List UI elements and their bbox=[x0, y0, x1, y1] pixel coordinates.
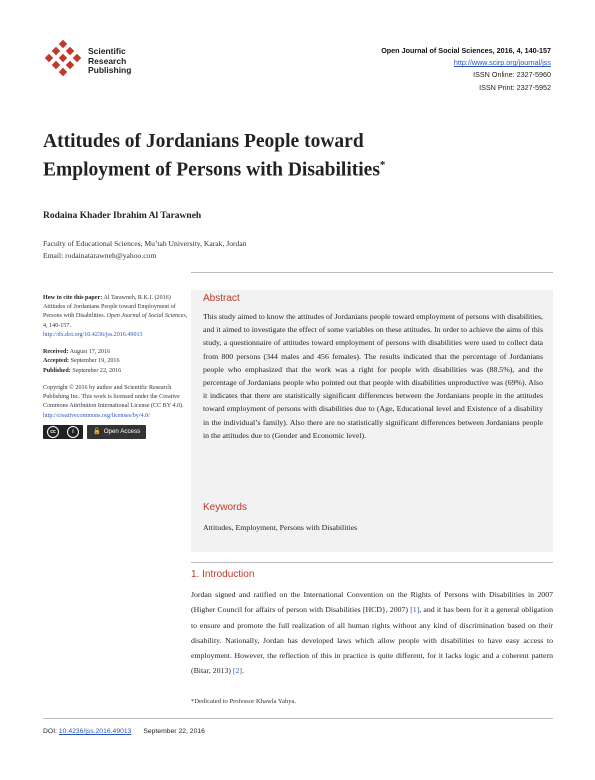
open-access-badge[interactable] bbox=[87, 425, 146, 439]
published-date: September 22, 2016 bbox=[72, 367, 122, 374]
publisher-logo-icon bbox=[43, 40, 83, 80]
license-badges bbox=[43, 425, 191, 439]
cc-by-badge-icon[interactable]: cc i bbox=[43, 425, 83, 439]
copyright-block bbox=[43, 384, 191, 439]
article-title bbox=[43, 130, 563, 182]
copyright-text: Copyright © 2016 by author and Scientific Research Publishing Inc. This work is licensed under the Creative Commons Attribution International License (CC BY 4.0). bbox=[43, 384, 184, 410]
doi-link[interactable]: 10.4236/jss.2016.49013 bbox=[58, 728, 132, 735]
journal-info bbox=[381, 45, 551, 94]
citation-block bbox=[43, 294, 191, 340]
received-date: August 17, 2016 bbox=[69, 349, 111, 356]
abstract-box bbox=[191, 290, 553, 552]
dates-block bbox=[43, 348, 191, 376]
title-line-2: Employment of Persons with Disabilities bbox=[43, 159, 380, 180]
keywords-heading: Keywords bbox=[203, 502, 247, 513]
article-sidebar bbox=[43, 294, 191, 447]
cite-doi-link[interactable]: http://dx.doi.org/10.4236/jss.2016.49013 bbox=[43, 331, 143, 338]
intro-text-part: . bbox=[242, 666, 244, 676]
publisher-name-line: Publishing bbox=[88, 65, 132, 76]
published-label: Published: bbox=[43, 367, 71, 374]
author-email[interactable]: Email: rodainatarawneh@yahoo.com bbox=[43, 251, 157, 260]
title-footnote-mark: * bbox=[379, 158, 386, 171]
author-name: Rodaina Khader Ibrahim Al Tarawneh bbox=[43, 211, 202, 221]
cite-label: How to cite this paper: bbox=[43, 295, 103, 301]
intro-text-part: Jordan signed and ratified on the International Convention on the Rights of Persons with Disabilities in 2007 (Higher Council for affairs of person with Disabilities [HCD}, 2007) bbox=[191, 590, 553, 615]
accepted-date: September 19, 2016 bbox=[70, 358, 120, 365]
open-access-label: Open Access bbox=[103, 428, 141, 436]
keywords-text: Attitudes, Employment, Persons with Disabilities bbox=[203, 523, 358, 532]
received-label: Received: bbox=[43, 349, 69, 356]
introduction-heading: 1. Introduction bbox=[191, 569, 255, 580]
footer-date: September 22, 2016 bbox=[143, 728, 205, 735]
divider bbox=[43, 718, 553, 719]
issn-online: ISSN Online: 2327-5960 bbox=[473, 70, 551, 80]
page-footer bbox=[43, 728, 205, 735]
open-access-lock-icon: 🔓 bbox=[93, 428, 101, 436]
footnote: *Dedicated to Professor Khawla Yahya. bbox=[191, 698, 297, 705]
license-link[interactable]: http://creativecommons.org/licenses/by/4.0/ bbox=[43, 412, 150, 419]
abstract-heading: Abstract bbox=[203, 293, 240, 304]
cite-tail: 4, 140-157. bbox=[43, 322, 71, 329]
reference-link[interactable]: [1] bbox=[410, 605, 420, 615]
cite-text: Al Tarawneh, R.K.I. (2016) Attitudes of Jordanians People toward Employment of Persons with Disabilities. bbox=[43, 295, 176, 320]
divider bbox=[191, 562, 553, 563]
introduction-text bbox=[191, 587, 553, 679]
issn-print: ISSN Print: 2327-5952 bbox=[479, 82, 551, 92]
publisher-name bbox=[88, 47, 131, 76]
doi-label: DOI: bbox=[43, 728, 57, 735]
reference-link[interactable]: [2] bbox=[232, 666, 243, 676]
cite-journal: Open Journal of Social Sciences, bbox=[106, 313, 188, 320]
journal-citation: Open Journal of Social Sciences, 2016, 4, 140-157 bbox=[381, 46, 551, 55]
title-line-1: Attitudes of Jordanians People toward bbox=[43, 131, 364, 152]
journal-url-link[interactable]: http://www.scirp.org/journal/jss bbox=[453, 58, 551, 68]
divider bbox=[191, 272, 553, 273]
intro-text-part: , and it has been for it a general obligation to ensure and promote the full realization of all human rights without any kind of discrimination based on their disability. Nationally, Jordan has developed laws which allow people with disabilities to have easy access to employment. However, the reflection of this in practice is quite different, for it lacks logic and a coherent pattern (Bitar, 2013) bbox=[191, 605, 554, 676]
accepted-label: Accepted: bbox=[43, 358, 70, 365]
publisher-name-line: Research bbox=[88, 55, 127, 66]
abstract-text: This study aimed to know the attitudes of Jordanians people toward employment of persons with disabilities, and it aimed to investigate the effect of some variables on these attitudes. In order to achieve the aims of this study, a questionnaire of attitudes toward employment of persons with disabilities were used to collect data from 800 persons (344 males and 456 females). The results indicated that the percentage of Jordanians people who emphasized that the work was a right for people with disabilities was (88.5%), and the percentage of Jordanians people who pointed out that people with disabilities unproductive was (69%). Also it indicates that there are statistically significant differences between the Jordanians people in the attitudes toward employment of persons with disabilities due to (Age, Educational level and Existence of a disability in the individual’s family). Also there are no statistically significant differences between Jordanians people in the attitudes due to (Gender and Economic level). bbox=[203, 312, 543, 440]
publisher-name-line: Scientific bbox=[88, 46, 126, 56]
author-affiliation: Faculty of Educational Sciences, Mu’tah University, Karak, Jordan bbox=[43, 239, 247, 248]
